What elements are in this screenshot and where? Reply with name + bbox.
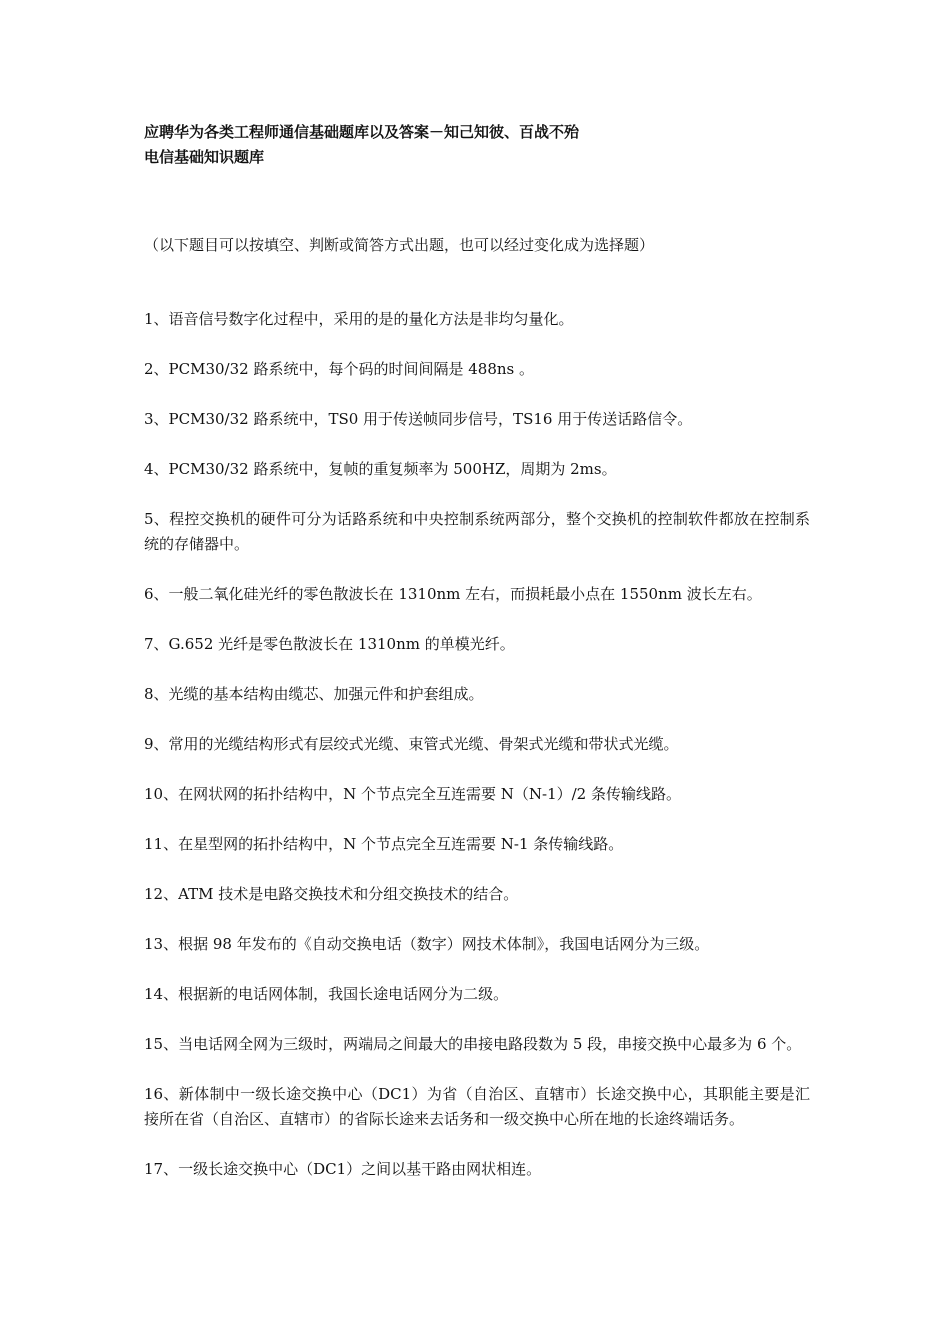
question-item: 6、一般二氧化硅光纤的零色散波长在 1310nm 左右，而损耗最小点在 1550nm 波长左右。	[144, 585, 762, 603]
question-item: 12、ATM 技术是电路交换技术和分组交换技术的结合。	[144, 885, 519, 903]
question-item: 5、程控交换机的硬件可分为话路系统和中央控制系统两部分，整个交换机的控制软件都放在控制系统的存储器中。	[144, 510, 810, 553]
question-item: 9、常用的光缆结构形式有层绞式光缆、束管式光缆、骨架式光缆和带状式光缆。	[144, 735, 679, 753]
question-item: 2、PCM30/32 路系统中，每个码的时间间隔是 488ns 。	[144, 360, 534, 378]
question-item: 13、根据 98 年发布的《自动交换电话（数字）网技术体制》，我国电话网分为三级。	[144, 935, 710, 953]
document-subtitle: 电信基础知识题库	[144, 148, 265, 166]
question-item: 17、一级长途交换中心（DC1）之间以基干路由网状相连。	[144, 1160, 542, 1178]
question-item: 3、PCM30/32 路系统中，TS0 用于传送帧同步信号，TS16 用于传送话路信令。	[144, 410, 693, 428]
question-item: 8、光缆的基本结构由缆芯、加强元件和护套组成。	[144, 685, 484, 703]
question-item: 15、当电话网全网为三级时，两端局之间最大的串接电路段数为 5 段，串接交换中心最多为 6 个。	[144, 1035, 802, 1053]
document-title: 应聘华为各类工程师通信基础题库以及答案－知己知彼、百战不殆	[144, 123, 580, 141]
intro-note: （以下题目可以按填空、判断或简答方式出题，也可以经过变化成为选择题）	[144, 236, 655, 254]
question-item: 10、在网状网的拓扑结构中，N 个节点完全互连需要 N（N-1）/2 条传输线路。	[144, 785, 681, 803]
question-item: 11、在星型网的拓扑结构中，N 个节点完全互连需要 N-1 条传输线路。	[144, 835, 624, 853]
question-item: 7、G.652 光纤是零色散波长在 1310nm 的单模光纤。	[144, 635, 515, 653]
question-item: 4、PCM30/32 路系统中，复帧的重复频率为 500HZ，周期为 2ms。	[144, 460, 617, 478]
question-item: 14、根据新的电话网体制，我国长途电话网分为二级。	[144, 985, 509, 1003]
question-list	[144, 307, 810, 1182]
document-page	[144, 120, 810, 1207]
question-item: 1、语音信号数字化过程中，采用的是的量化方法是非均匀量化。	[144, 310, 574, 328]
question-item: 16、新体制中一级长途交换中心（DC1）为省（自治区、直辖市）长途交换中心，其职能主要是汇接所在省（自治区、直辖市）的省际长途来去话务和一级交换中心所在地的长途终端话务。	[144, 1085, 810, 1128]
